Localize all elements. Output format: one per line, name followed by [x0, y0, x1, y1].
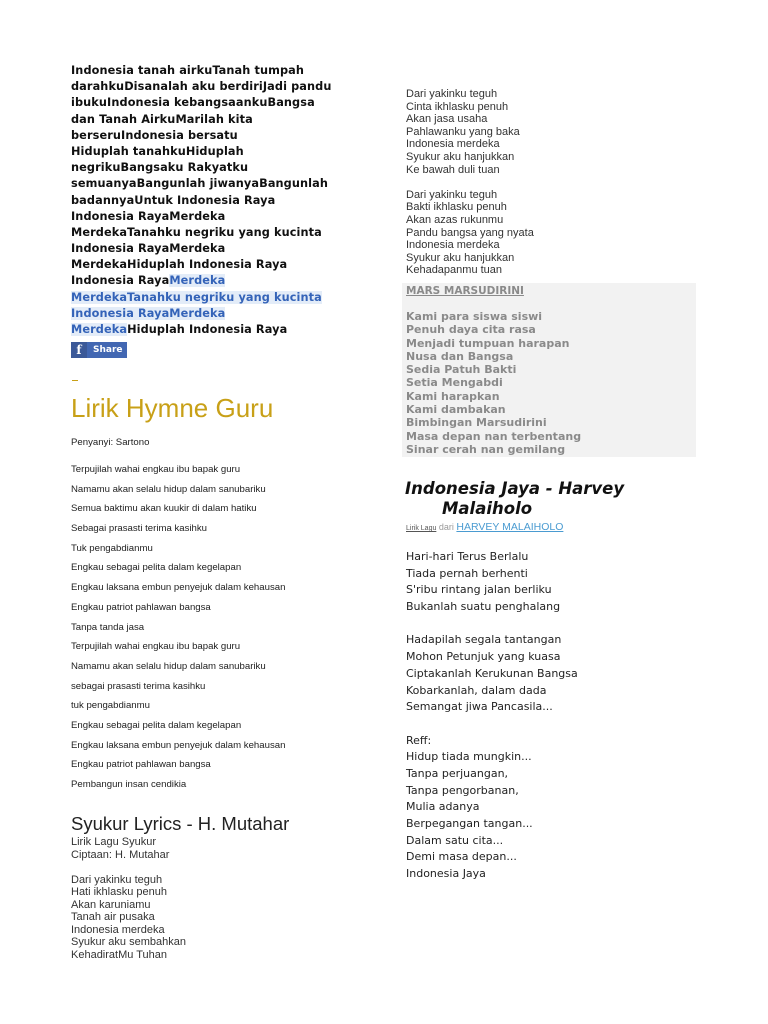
- lyric-line: Sedia Patuh Bakti: [406, 363, 517, 377]
- lyric-line: Engkau laksana embun penyejuk dalam kehausan: [71, 582, 286, 594]
- lyric-line: Namamu akan selalu hidup dalam sanubariku: [71, 660, 266, 672]
- hymne-guru-lyrics: [71, 464, 285, 799]
- lyric-line: MerdekaTanahku negriku yang kucinta: [71, 225, 322, 239]
- lyric-line: MerdekaHiduplah Indonesia Raya: [71, 258, 288, 272]
- indonesia-jaya-lyrics: [406, 549, 578, 883]
- lyric-line: darahkuDisanalah aku berdiriJadi pandu: [71, 80, 332, 94]
- lyric-line: Syukur aku hanjukkan: [406, 150, 515, 163]
- lyric-line: Reff:: [406, 733, 432, 747]
- lyric-line: Dari yakinku teguh: [406, 188, 498, 201]
- lyric-line: Sinar cerah nan gemilang: [406, 442, 566, 456]
- lyric-line: KehadiratMu Tuhan: [71, 948, 168, 961]
- mars-marsudirini-lyrics: [406, 310, 581, 456]
- artist-link[interactable]: HARVEY MALAIHOLO: [456, 521, 564, 533]
- lyric-line: Dalam satu cita...: [406, 833, 504, 847]
- lyric-line: ibukuIndonesia kebangsaankuBangsa: [71, 96, 315, 110]
- stanza-gap: [406, 616, 578, 633]
- lyric-line: Ciptaan: H. Mutahar: [71, 848, 170, 861]
- lyric-line: Tanpa pengorbanan,: [406, 783, 519, 797]
- lyric-line: Bimbingan Marsudirini: [406, 416, 547, 430]
- lyric-line: negrikuBangsaku Rakyatku: [71, 161, 249, 175]
- lyric-line: S'ribu rintang jalan berliku: [406, 583, 552, 597]
- lyric-line: Tuk pengabdianmu: [71, 542, 153, 554]
- lyric-line: Terpujilah wahai engkau ibu bapak guru: [71, 464, 241, 475]
- lyric-line: Sebagai prasasti terima kasihku: [71, 523, 207, 535]
- lyric-line: Indonesia RayaMerdeka: [71, 242, 226, 256]
- lyric-line: Nusa dan Bangsa: [406, 349, 514, 363]
- lyric-line: Mohon Petunjuk yang kuasa: [406, 650, 561, 664]
- lyric-line: tuk pengabdianmu: [71, 700, 150, 712]
- lyric-line: Hati ikhlasku penuh: [71, 886, 168, 898]
- lyric-line: Pandu bangsa yang nyata: [406, 226, 534, 239]
- title-line: Malaiholo: [442, 499, 533, 518]
- lyric-line: Ciptakanlah Kerukunan Bangsa: [406, 666, 578, 680]
- lyric-line: Hiduplah tanahkuHiduplah: [71, 144, 244, 158]
- lyric-line: Kami harapkan: [406, 389, 500, 403]
- lyric-line: Indonesia merdeka: [71, 923, 165, 936]
- indonesia-raya-lyrics: [71, 63, 371, 338]
- lyric-line: Akan karuniamu: [71, 898, 151, 911]
- lyric-line: Tiada pernah berhenti: [406, 566, 528, 580]
- lyric-line: Akan azas rukunmu: [406, 213, 504, 226]
- lyric-line: Berpegangan tangan...: [406, 817, 533, 830]
- syukur-lyrics-part2: [406, 88, 534, 277]
- lyric-line-mixed: [71, 273, 371, 289]
- lyric-line: Bakti ikhlasku penuh: [406, 201, 507, 214]
- lyric-text: Hiduplah Indonesia Raya: [127, 323, 288, 336]
- lyric-line-mixed: [71, 306, 371, 322]
- lyric-line: Kobarkanlah, dalam dada: [406, 683, 547, 697]
- lyric-line: Pembangun insan cendikia: [71, 779, 187, 790]
- highlighted-lyric-link[interactable]: Merdeka: [71, 323, 128, 336]
- mars-marsudirini-title[interactable]: MARS MARSUDIRINI: [406, 285, 524, 297]
- lyric-line: Dari yakinku teguh: [71, 873, 163, 886]
- syukur-lyrics-part1: [71, 836, 186, 961]
- credit-dari: dari: [438, 522, 454, 532]
- lyric-line: Indonesia merdeka: [406, 239, 500, 252]
- facebook-share-button[interactable]: [71, 342, 127, 358]
- facebook-icon: f: [71, 342, 87, 358]
- lyric-line: Syukur aku hanjukkan: [406, 251, 515, 264]
- lyric-line: Bukanlah suatu penghalang: [406, 600, 561, 614]
- lyric-line: Masa depan nan terbentang: [406, 429, 582, 443]
- highlighted-lyric-link[interactable]: MerdekaTanahku negriku yang kucinta: [71, 290, 322, 304]
- lyric-line: badannyaUntuk Indonesia Raya: [71, 193, 276, 207]
- title-line: Indonesia Jaya - Harvey: [405, 479, 625, 498]
- jaya-credit: [406, 521, 563, 533]
- lyric-line: dan Tanah AirkuMarilah kita: [71, 112, 253, 126]
- lyric-line: Kehadapanmu tuan: [406, 264, 503, 277]
- lyric-line: Mulia adanya: [406, 800, 480, 814]
- lyric-line: Engkau laksana embun penyejuk dalam kehausan: [71, 739, 286, 751]
- stanza-gap: [406, 176, 534, 189]
- singer-credit: Penyanyi: Sartono: [71, 437, 150, 448]
- anchor-link[interactable]: [72, 380, 78, 381]
- lyric-line: Menjadi tumpuan harapan: [406, 336, 570, 350]
- lyric-line: Indonesia tanah airkuTanah tumpah: [71, 64, 305, 77]
- lyric-line: Namamu akan selalu hidup dalam sanubariku: [71, 483, 266, 495]
- lyric-line: Ke bawah duli tuan: [406, 163, 500, 176]
- lyric-line: Hidup tiada mungkin...: [406, 750, 532, 764]
- lyric-line: Engkau patriot pahlawan bangsa: [71, 601, 211, 613]
- lyric-line: Dari yakinku teguh: [406, 88, 498, 100]
- lyric-text: Indonesia Raya: [71, 274, 170, 288]
- lirik-lagu-link[interactable]: Lirik Lagu: [406, 525, 437, 532]
- highlighted-lyric-link[interactable]: Merdeka: [169, 274, 226, 288]
- lyric-line: Engkau sebagai pelita dalam kegelapan: [71, 719, 242, 731]
- lyric-line: Indonesia RayaMerdeka: [71, 209, 226, 223]
- lyric-line: Tanpa perjuangan,: [406, 766, 509, 780]
- lyric-line: Hadapilah segala tantangan: [406, 633, 562, 647]
- stanza-gap: [406, 716, 578, 733]
- lyric-line: Indonesia merdeka: [406, 138, 500, 151]
- lyric-line-mixed: [71, 290, 371, 306]
- highlighted-lyric-link[interactable]: Indonesia RayaMerdeka: [71, 306, 226, 320]
- stanza-gap: [71, 861, 186, 874]
- indonesia-jaya-title: [405, 479, 695, 519]
- lyric-line: Tanah air pusaka: [71, 911, 155, 923]
- lyric-line: Semua baktimu akan kuukir di dalam hatiku: [71, 503, 257, 515]
- lyric-line: Syukur aku sembahkan: [71, 936, 186, 948]
- lyric-line: Semangat jiwa Pancasila...: [406, 700, 553, 714]
- lyric-line: Indonesia Jaya: [406, 867, 486, 881]
- hymne-guru-title: Lirik Hymne Guru: [71, 393, 274, 423]
- lyric-line: Setia Mengabdi: [406, 376, 503, 390]
- lyric-line-mixed: [71, 322, 371, 338]
- syukur-title: Syukur Lyrics - H. Mutahar: [71, 813, 290, 834]
- lyric-line: berseruIndonesia bersatu: [71, 128, 238, 142]
- lyric-line: Engkau sebagai pelita dalam kegelapan: [71, 562, 242, 574]
- lyric-line: semuanyaBangunlah jiwanyaBangunlah: [71, 177, 328, 191]
- lyric-line: Cinta ikhlasku penuh: [406, 100, 509, 113]
- lyric-line: Tanpa tanda jasa: [71, 621, 145, 633]
- lyric-line: Kami para siswa siswi: [406, 310, 543, 323]
- lyric-line: Lirik Lagu Syukur: [71, 836, 156, 848]
- lyric-line: Kami dambakan: [406, 403, 506, 417]
- lyric-line: Engkau patriot pahlawan bangsa: [71, 759, 211, 771]
- lyric-line: Demi masa depan...: [406, 850, 517, 864]
- lyric-line: Penuh daya cita rasa: [406, 323, 536, 337]
- share-label: Share: [93, 345, 123, 355]
- lyric-line: Terpujilah wahai engkau ibu bapak guru: [71, 641, 241, 653]
- lyric-line: sebagai prasasti terima kasihku: [71, 680, 206, 692]
- lyric-line: Pahlawanku yang baka: [406, 125, 520, 138]
- lyric-line: Akan jasa usaha: [406, 113, 488, 126]
- lyric-line: Hari-hari Terus Berlalu: [406, 550, 529, 563]
